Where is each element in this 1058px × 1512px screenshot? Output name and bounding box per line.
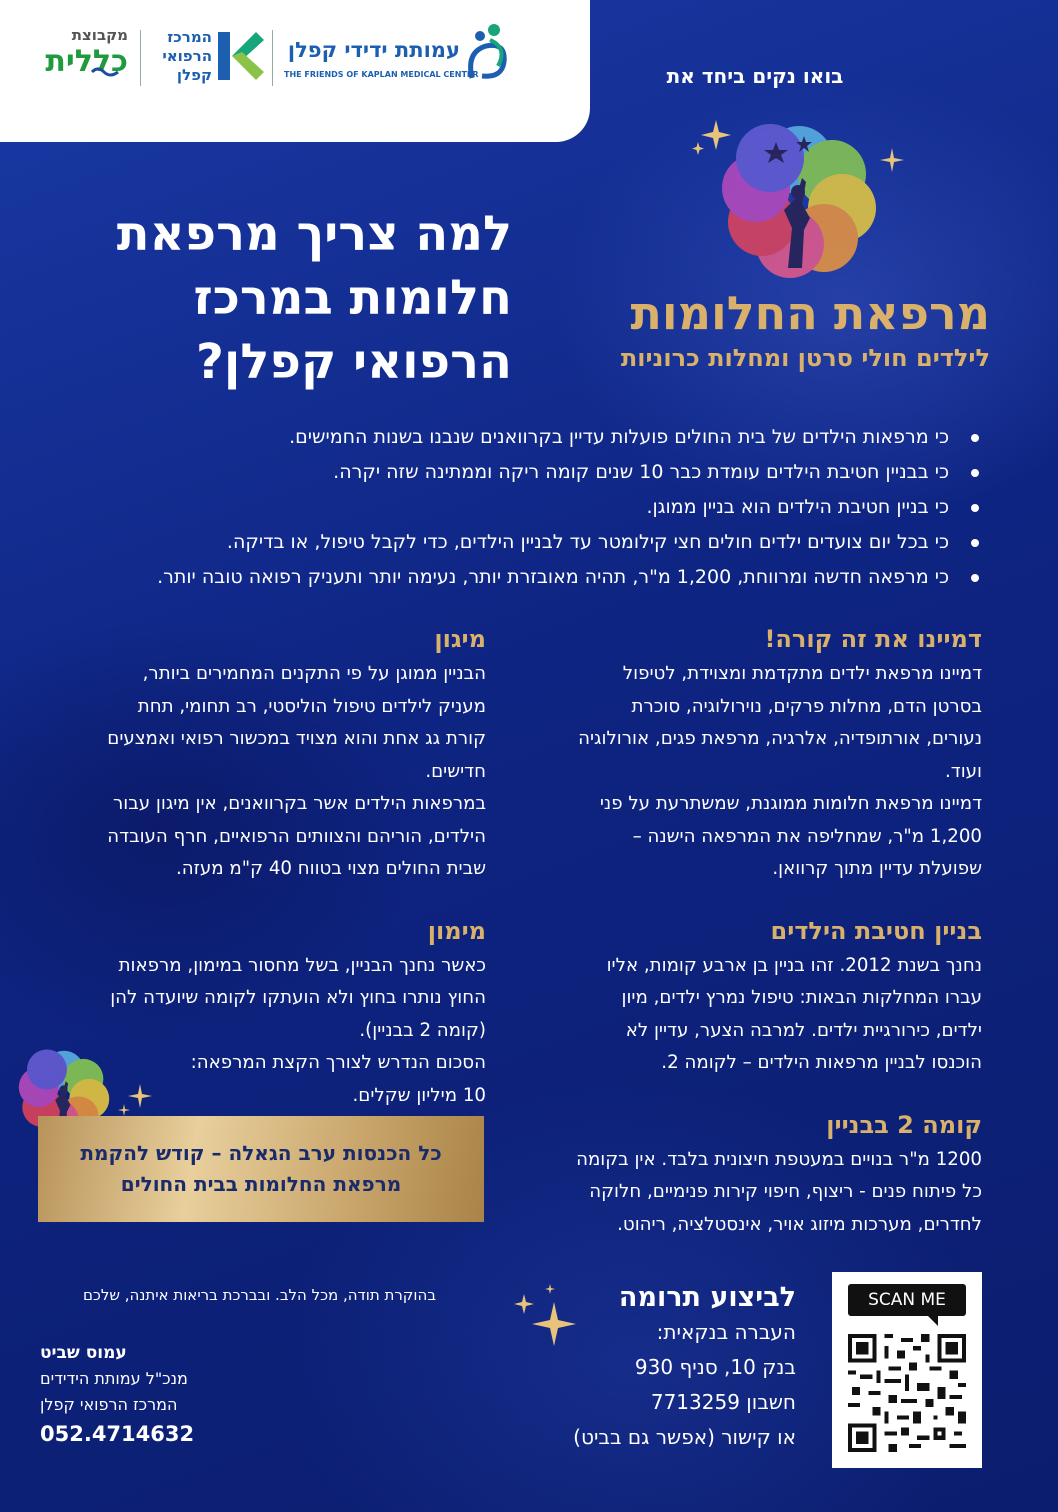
section-title-imagine: דמיינו את זה קורה!	[764, 625, 982, 653]
bullet-icon	[971, 434, 979, 442]
main-question-heading: למה צריך מרפאת חלומות במרכז הרפואי קפלן?	[116, 206, 512, 390]
bullet-icon	[971, 574, 979, 582]
clalit-logo-icon	[90, 66, 120, 78]
section-body-funding: כאשר נחנך הבניין, בשל מחסור במימון, מרפאות החוץ נותרו בחוץ ולא הועתקו לקומה שיועדה להן (קומה 2 בבניין). הסכום הנדרש לצורך הקצת המרפאה: 10 מיליון שקלים.	[110, 954, 486, 1106]
kaplan-center-label: המרכז הרפואי קפלן	[162, 28, 212, 84]
reason-item	[40, 455, 985, 490]
pharmacy-title: מרפאת החלומות	[630, 286, 990, 340]
section-title-funding: מימון	[427, 916, 486, 945]
logo-divider	[140, 30, 141, 86]
reasons-list	[40, 420, 985, 595]
signer-phone[interactable]: 052.4714632	[40, 1422, 195, 1446]
friends-english-text: THE FRIENDS OF KAPLAN MEDICAL CENTER	[284, 70, 479, 79]
section-body-protection: הבניין ממוגן על פי התקנים המחמירים ביותר, מעניק לילדים טיפול הוליסטי, רב תחומי, תחת קורת גג אחת והוא מצויד במכשור רפואי ואמצעים חדישים. במרפאות הילדים אשר בקרוואנים, אין מיגון עבור הילדים, הוריהם והצוותים הרפואיים, חרף העובדה שבית החולים מצוי בטווח 40 ק"מ מעזה.	[107, 663, 486, 879]
section-body-building: נחנך בשנת 2012. זהו בניין בן ארבע קומות, אליו עברו המחלקות הבאות: טיפול נמרץ ילדים, מיון ילדים, כירורגיית ילדים. למרבה הצער, עדיין לא הוכנסו לבניין מרפאות הילדים – לקומה 2.	[606, 954, 982, 1073]
gala-proceeds-banner: כל הכנסות ערב הגאלה – קודש להקמת מרפאת החלומות בבית החולים	[38, 1116, 484, 1222]
scan-me-label: SCAN ME	[848, 1284, 966, 1316]
signer-role: מנכ"ל עמותת הידידים המרכז הרפואי קפלן	[40, 1369, 188, 1414]
signer-name: עמוס שביט	[40, 1343, 127, 1363]
bullet-icon	[971, 504, 979, 512]
section-title-building: בניין חטיבת הילדים	[770, 916, 982, 945]
qr-code-icon[interactable]	[848, 1334, 966, 1452]
hero-tagline: בואו נקים ביחד את	[666, 64, 844, 88]
logo-divider-2	[272, 30, 273, 86]
bullet-icon	[971, 469, 979, 477]
clalit-group-label: מקבוצת	[71, 26, 128, 44]
signature-block	[40, 1340, 300, 1446]
section-title-protection: מיגון	[434, 625, 486, 653]
section-title-floor2: קומה 2 בבניין	[826, 1110, 982, 1139]
sparkle-stars-icon	[114, 1080, 154, 1120]
donation-title: לביצוע תרומה	[618, 1282, 796, 1313]
donation-block	[546, 1282, 796, 1455]
dream-flower-logo-icon	[718, 118, 880, 278]
reason-item	[40, 525, 985, 560]
left-column	[40, 624, 486, 1112]
kaplan-k-logo-icon	[216, 30, 264, 82]
right-column	[524, 624, 982, 1241]
header-logo-card	[0, 0, 590, 142]
friends-logo-icon	[462, 22, 512, 82]
reason-text: כי מרפאות הילדים של בית החולים פועלות עדיין בקרוואנים שנבנו בשנות החמישים.	[289, 426, 949, 448]
section-body-imagine: דמיינו מרפאת ילדים מתקדמת ומצוידת, לטיפול בסרטן הדם, מחלות פרקים, נוירולוגיה, סוכרת נעורים, אורתופדיה, אלרגיה, מרפאת פגים, אורולוגיה ועוד. דמיינו מרפאת חלומות ממוגנת, שמשתרעת על פני 1,200 מ"ר, שמחליפה את המרפאה הישנה – שפועלת עדיין מתוך קרוואן.	[578, 663, 982, 879]
clalit-logo-text: כללית	[45, 44, 128, 79]
friends-logo-text: עמותת ידידי קפלן	[287, 38, 460, 62]
reason-text: כי מרפאה חדשה ומרווחת, 1,200 מ"ר, תהיה מאובזרת יותר, נעימה יותר ותעניק רפואה טובה יותר.	[157, 566, 949, 588]
pharmacy-subtitle: לילדים חולי סרטן ומחלות כרוניות	[620, 344, 990, 372]
thanks-line: בהוקרת תודה, מכל הלב. ובברכת בריאות איתנה, שלכם	[82, 1286, 436, 1304]
reason-text: כי בכל יום צועדים ילדים חולים חצי קילומטר עד לבניין הילדים, כדי לקבל טיפול, או בדיקה.	[226, 531, 949, 553]
reason-text: כי בניין חטיבת הילדים הוא בניין ממוגן.	[646, 496, 949, 518]
donation-details: העברה בנקאית: בנק 10, סניף 930 חשבון 7713259 או קישור (אפשר גם בביט)	[573, 1320, 796, 1449]
reason-item	[40, 490, 985, 525]
bullet-icon	[971, 539, 979, 547]
reason-item	[40, 420, 985, 455]
reason-text: כי בבניין חטיבת הילדים עומדת כבר 10 שנים קומה ריקה וממתינה שזה יקרה.	[333, 461, 949, 483]
qr-code-card[interactable]	[832, 1272, 982, 1468]
reason-item	[40, 560, 985, 595]
section-body-floor2: 1200 מ"ר בנויים במעטפת חיצונית בלבד. אין בקומה כל פיתוח פנים - ריצוף, חיפוי קירות פנימיים, חלוקה לחדרים, מערכות מיזוג אויר, אינסטלציה, ריהוט.	[576, 1148, 982, 1235]
